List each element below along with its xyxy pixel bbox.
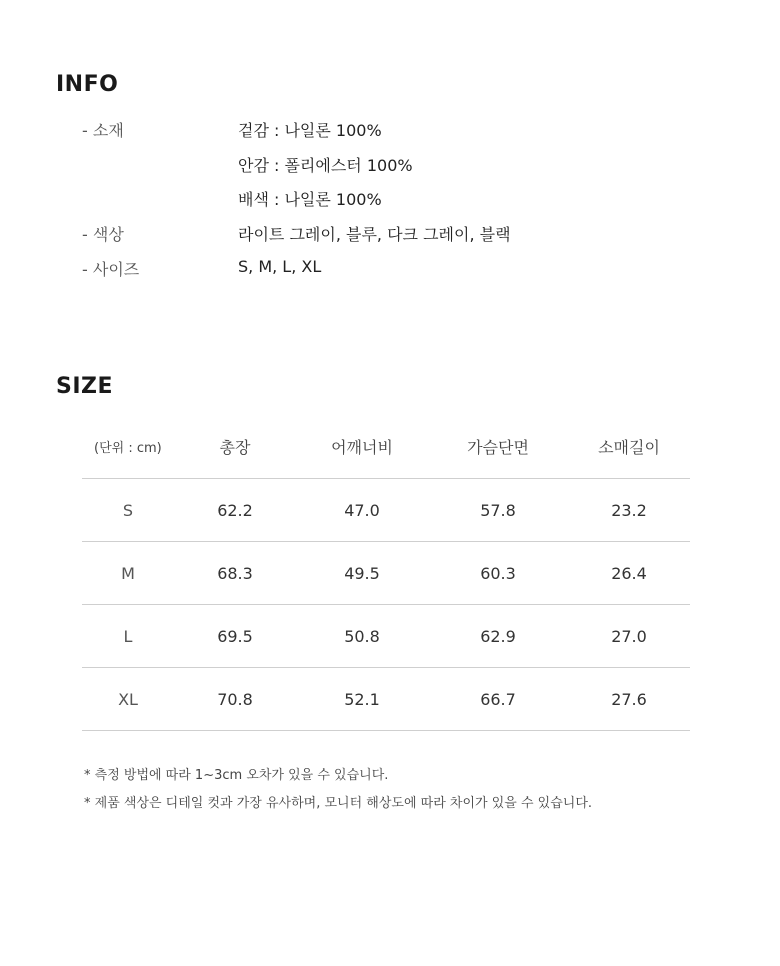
info-row-sizes [82, 257, 682, 281]
table-cell: 69.5 [174, 605, 296, 668]
table-cell: 49.5 [296, 542, 428, 605]
info-value: 라이트 그레이, 블루, 다크 그레이, 블랙 [238, 225, 511, 244]
table-cell: 50.8 [296, 605, 428, 668]
column-header-shoulder: 어깨너비 [296, 414, 428, 479]
info-heading: INFO [56, 72, 119, 97]
size-label: L [82, 605, 174, 668]
info-value: 배색 : 나일론 100% [238, 190, 382, 209]
table-row [82, 542, 690, 605]
size-table [82, 414, 690, 731]
table-row [82, 605, 690, 668]
table-cell: 66.7 [428, 668, 568, 731]
table-cell: 47.0 [296, 479, 428, 542]
table-cell: 23.2 [568, 479, 690, 542]
info-row-material-trim [82, 187, 682, 211]
info-value: S, M, L, XL [238, 257, 322, 276]
table-cell: 57.8 [428, 479, 568, 542]
unit-header: (단위 : cm) [82, 414, 174, 479]
size-table-header-row [82, 414, 690, 479]
info-row-material-outer [82, 118, 682, 142]
table-cell: 27.6 [568, 668, 690, 731]
info-row-colors [82, 222, 682, 246]
column-header-sleeve: 소매길이 [568, 414, 690, 479]
info-value: 겉감 : 나일론 100% [238, 121, 382, 140]
info-row-material-lining [82, 153, 682, 177]
color-note: * 제품 색상은 디테일 컷과 가장 유사하며, 모니터 해상도에 따라 차이가 있을 수 있습니다. [84, 796, 593, 811]
size-label: XL [82, 668, 174, 731]
size-label: M [82, 542, 174, 605]
info-label: - 사이즈 [82, 260, 140, 279]
info-label: - 소재 [82, 121, 124, 140]
table-cell: 68.3 [174, 542, 296, 605]
table-cell: 52.1 [296, 668, 428, 731]
table-cell: 60.3 [428, 542, 568, 605]
size-heading: SIZE [56, 374, 114, 399]
table-cell: 62.2 [174, 479, 296, 542]
table-row [82, 668, 690, 731]
column-header-length: 총장 [174, 414, 296, 479]
table-cell: 27.0 [568, 605, 690, 668]
table-row [82, 479, 690, 542]
size-label: S [82, 479, 174, 542]
info-value: 안감 : 폴리에스터 100% [238, 156, 413, 175]
table-cell: 70.8 [174, 668, 296, 731]
table-cell: 62.9 [428, 605, 568, 668]
measurement-note: * 측정 방법에 따라 1~3cm 오차가 있을 수 있습니다. [84, 768, 389, 783]
column-header-chest: 가슴단면 [428, 414, 568, 479]
info-label: - 색상 [82, 225, 124, 244]
table-cell: 26.4 [568, 542, 690, 605]
